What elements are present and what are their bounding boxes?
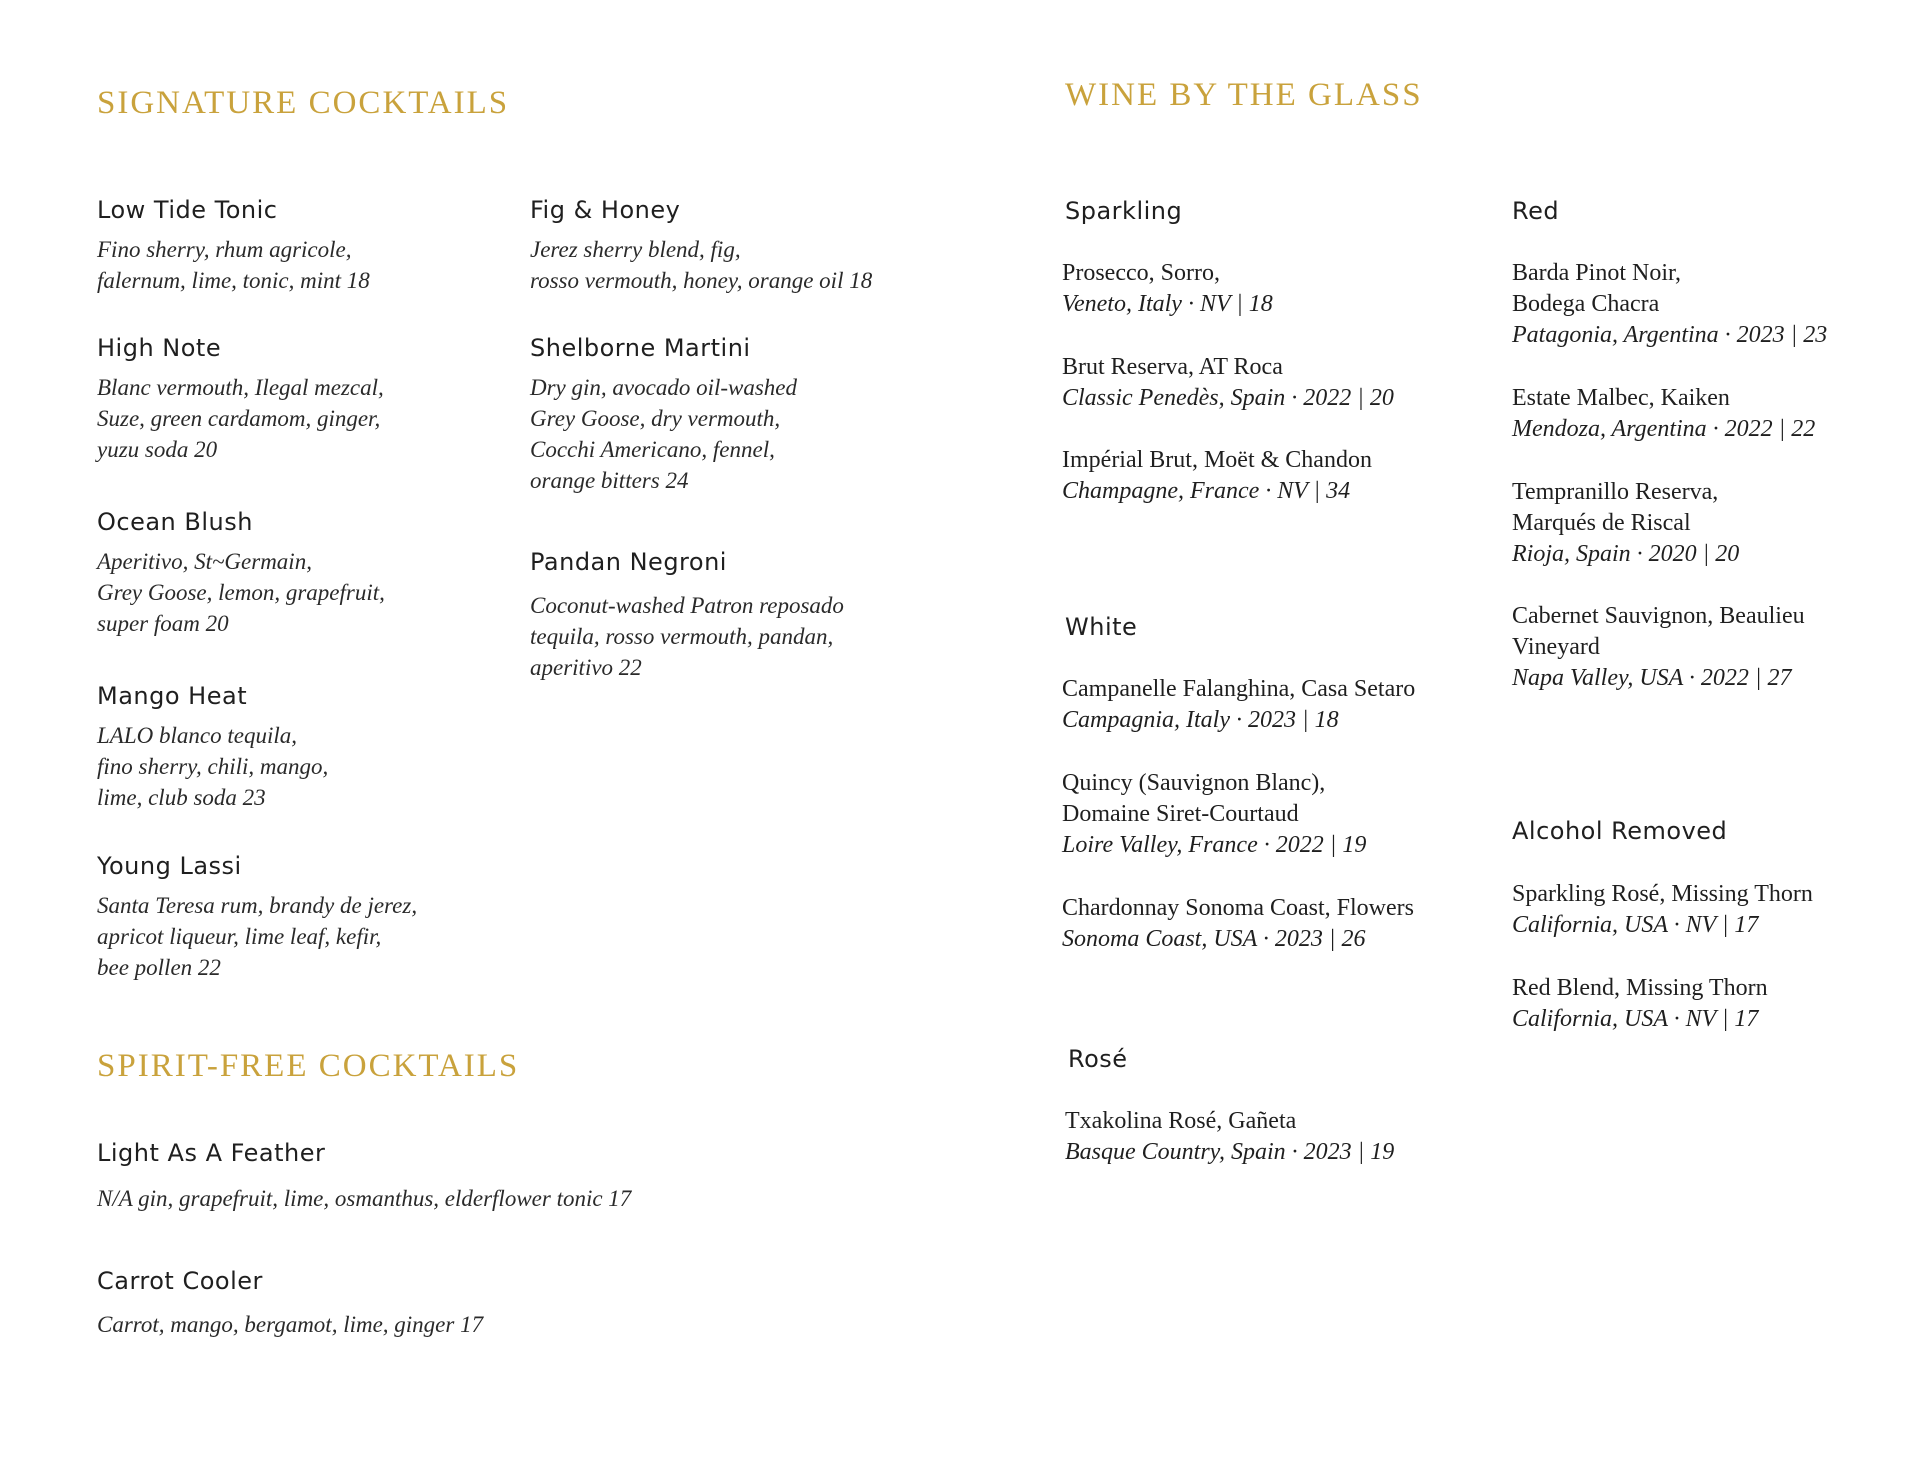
cocktail-young-lassi xyxy=(97,851,417,983)
wine-item: Quincy (Sauvignon Blanc), Domaine Siret-Courtaud Loire Valley, France · 2022 | 19 xyxy=(1062,770,1367,858)
signature-cocktails-title: SIGNATURE COCKTAILS xyxy=(97,85,510,121)
wine-by-the-glass-title: WINE BY THE GLASS xyxy=(1065,77,1423,113)
cocktail-description: Fino sherry, rhum agricole, falernum, lime, tonic, mint 18 xyxy=(97,237,370,293)
cocktail-carrot-cooler xyxy=(97,1266,483,1340)
wine-item: Campanelle Falanghina, Casa Setaro Campagnia, Italy · 2023 | 18 xyxy=(1062,676,1416,733)
wine-item: Brut Reserva, AT Roca Classic Penedès, Spain · 2022 | 20 xyxy=(1062,354,1394,411)
cocktail-name: Fig & Honey xyxy=(530,196,681,224)
wine-item: Chardonnay Sonoma Coast, Flowers Sonoma Coast, USA · 2023 | 26 xyxy=(1062,895,1414,952)
cocktail-description: LALO blanco tequila, fino sherry, chili, mango, lime, club soda 23 xyxy=(97,723,329,810)
cocktail-name: Light As A Feather xyxy=(97,1139,326,1167)
wine-item: Barda Pinot Noir, Bodega Chacra Patagonia, Argentina · 2023 | 23 xyxy=(1512,260,1828,348)
cocktail-description: Dry gin, avocado oil-washed Grey Goose, dry vermouth, Cocchi Americano, fennel, orange bitters 24 xyxy=(530,375,798,493)
cocktail-name: Carrot Cooler xyxy=(97,1267,263,1295)
wine-category-white: White xyxy=(1065,613,1138,641)
cocktail-name: Shelborne Martini xyxy=(530,334,751,362)
wine-category-red: Red xyxy=(1512,197,1560,225)
wine-item: Txakolina Rosé, Gañeta Basque Country, Spain · 2023 | 19 xyxy=(1065,1108,1395,1165)
wine-item: Impérial Brut, Moët & Chandon Champagne, France · NV | 34 xyxy=(1062,447,1372,504)
cocktail-description: Coconut-washed Patron reposado tequila, rosso vermouth, pandan, aperitivo 22 xyxy=(530,593,844,680)
wine-item: Tempranillo Reserva, Marqués de Riscal Rioja, Spain · 2020 | 20 xyxy=(1512,479,1740,567)
spirit-free-cocktails-title: SPIRIT-FREE COCKTAILS xyxy=(97,1048,520,1084)
cocktail-name: Mango Heat xyxy=(97,682,248,710)
wine-item: Prosecco, Sorro, Veneto, Italy · NV | 18 xyxy=(1062,260,1273,317)
cocktail-name: High Note xyxy=(97,334,222,362)
cocktail-mango-heat xyxy=(97,681,328,813)
wine-item: Sparkling Rosé, Missing Thorn California, USA · NV | 17 xyxy=(1512,881,1813,938)
cocktail-name: Pandan Negroni xyxy=(530,548,727,576)
cocktail-description: Blanc vermouth, Ilegal mezcal, Suze, green cardamom, ginger, yuzu soda 20 xyxy=(97,375,384,462)
wine-item: Red Blend, Missing Thorn California, USA · NV | 17 xyxy=(1512,975,1768,1032)
cocktail-ocean-blush xyxy=(97,507,385,639)
cocktail-shelborne-martini xyxy=(530,333,797,496)
cocktail-low-tide-tonic xyxy=(97,195,370,296)
cocktail-name: Low Tide Tonic xyxy=(97,196,278,224)
cocktail-pandan-negroni xyxy=(530,547,844,683)
cocktail-high-note xyxy=(97,333,384,465)
cocktail-description: Carrot, mango, bergamot, lime, ginger 17 xyxy=(97,1312,484,1337)
cocktail-description: N/A gin, grapefruit, lime, osmanthus, elderflower tonic 17 xyxy=(97,1186,632,1211)
cocktail-fig-honey xyxy=(530,195,872,296)
wine-category-sparkling: Sparkling xyxy=(1065,197,1183,225)
cocktail-name: Young Lassi xyxy=(97,852,242,880)
wine-category-alcohol-removed: Alcohol Removed xyxy=(1512,817,1728,845)
cocktail-light-as-a-feather xyxy=(97,1138,631,1214)
cocktail-description: Santa Teresa rum, brandy de jerez, apricot liqueur, lime leaf, kefir, bee pollen 22 xyxy=(97,893,418,980)
wine-item: Cabernet Sauvignon, Beaulieu Vineyard Napa Valley, USA · 2022 | 27 xyxy=(1512,603,1805,691)
wine-category-rose: Rosé xyxy=(1068,1045,1128,1073)
cocktail-description: Jerez sherry blend, fig, rosso vermouth, honey, orange oil 18 xyxy=(530,237,873,293)
cocktail-description: Aperitivo, St~Germain, Grey Goose, lemon, grapefruit, super foam 20 xyxy=(97,549,385,636)
wine-item: Estate Malbec, Kaiken Mendoza, Argentina · 2022 | 22 xyxy=(1512,385,1816,442)
cocktail-name: Ocean Blush xyxy=(97,508,253,536)
